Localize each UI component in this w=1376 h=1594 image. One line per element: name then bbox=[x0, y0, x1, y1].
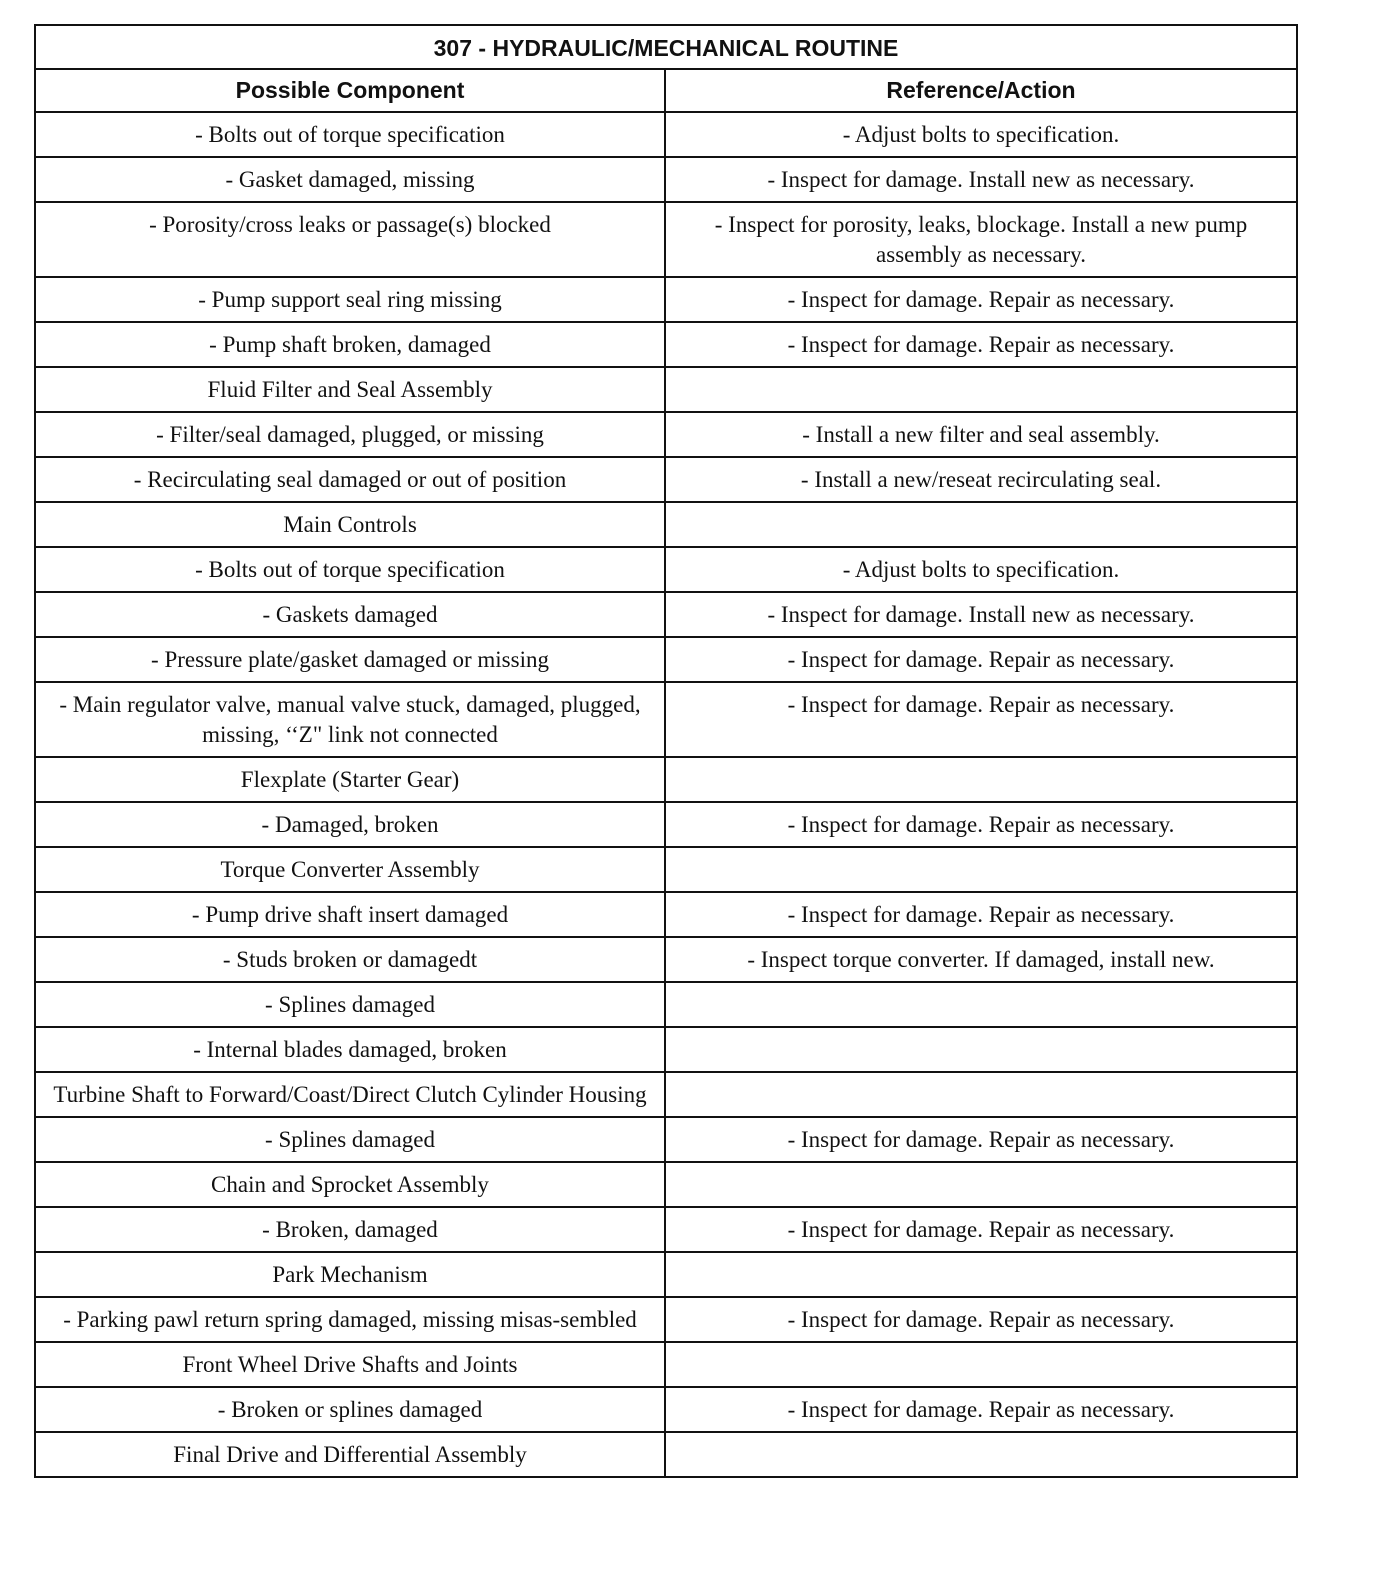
table-row bbox=[35, 982, 1297, 1027]
table-row bbox=[35, 1207, 1297, 1252]
action-cell bbox=[665, 367, 1297, 412]
component-cell: - Filter/seal damaged, plugged, or missing bbox=[35, 412, 665, 457]
action-cell: - Install a new filter and seal assembly. bbox=[665, 412, 1297, 457]
action-cell: - Adjust bolts to specification. bbox=[665, 547, 1297, 592]
table-row bbox=[35, 202, 1297, 277]
action-cell bbox=[665, 1072, 1297, 1117]
component-cell: - Broken, damaged bbox=[35, 1207, 665, 1252]
table-row bbox=[35, 1297, 1297, 1342]
table-row bbox=[35, 1342, 1297, 1387]
action-cell: - Inspect for damage. Repair as necessary. bbox=[665, 637, 1297, 682]
action-cell: - Inspect for damage. Repair as necessary. bbox=[665, 277, 1297, 322]
header-row bbox=[35, 69, 1297, 112]
table-row bbox=[35, 847, 1297, 892]
component-cell: Final Drive and Differential Assembly bbox=[35, 1432, 665, 1477]
table-row bbox=[35, 412, 1297, 457]
action-cell: - Inspect for damage. Repair as necessary. bbox=[665, 1207, 1297, 1252]
component-cell: Torque Converter Assembly bbox=[35, 847, 665, 892]
component-cell: - Porosity/cross leaks or passage(s) blocked bbox=[35, 202, 665, 277]
component-cell: - Damaged, broken bbox=[35, 802, 665, 847]
table-row bbox=[35, 457, 1297, 502]
component-cell: - Recirculating seal damaged or out of position bbox=[35, 457, 665, 502]
component-cell: Turbine Shaft to Forward/Coast/Direct Clutch Cylinder Housing bbox=[35, 1072, 665, 1117]
table-row bbox=[35, 157, 1297, 202]
component-cell: - Bolts out of torque specification bbox=[35, 547, 665, 592]
action-cell bbox=[665, 1432, 1297, 1477]
table-row bbox=[35, 1072, 1297, 1117]
action-cell: - Inspect for damage. Repair as necessary. bbox=[665, 682, 1297, 757]
table-row bbox=[35, 112, 1297, 157]
table-row bbox=[35, 1432, 1297, 1477]
table-row bbox=[35, 277, 1297, 322]
action-cell: - Inspect for damage. Repair as necessary. bbox=[665, 1387, 1297, 1432]
component-cell: Fluid Filter and Seal Assembly bbox=[35, 367, 665, 412]
component-cell: - Main regulator valve, manual valve stuck, damaged, plugged, missing, ‘‘Z" link not connected bbox=[35, 682, 665, 757]
action-cell: - Inspect for damage. Repair as necessary. bbox=[665, 1297, 1297, 1342]
action-cell bbox=[665, 1342, 1297, 1387]
action-cell bbox=[665, 1252, 1297, 1297]
action-cell: - Inspect for damage. Install new as necessary. bbox=[665, 157, 1297, 202]
table-row bbox=[35, 592, 1297, 637]
table-title: 307 - HYDRAULIC/MECHANICAL ROUTINE bbox=[35, 25, 1297, 69]
component-cell: - Pump support seal ring missing bbox=[35, 277, 665, 322]
table-row bbox=[35, 502, 1297, 547]
table-row bbox=[35, 1162, 1297, 1207]
component-cell: - Splines damaged bbox=[35, 982, 665, 1027]
table-row bbox=[35, 322, 1297, 367]
table-row bbox=[35, 547, 1297, 592]
action-cell bbox=[665, 757, 1297, 802]
title-row bbox=[35, 25, 1297, 69]
table-row bbox=[35, 757, 1297, 802]
action-cell bbox=[665, 982, 1297, 1027]
action-cell: - Inspect for damage. Install new as necessary. bbox=[665, 592, 1297, 637]
routine-table bbox=[34, 24, 1298, 1478]
component-cell: - Pump drive shaft insert damaged bbox=[35, 892, 665, 937]
component-cell: - Bolts out of torque specification bbox=[35, 112, 665, 157]
action-cell: - Inspect for damage. Repair as necessary. bbox=[665, 802, 1297, 847]
action-cell bbox=[665, 847, 1297, 892]
table-row bbox=[35, 1387, 1297, 1432]
action-cell: - Inspect torque converter. If damaged, install new. bbox=[665, 937, 1297, 982]
action-cell: - Inspect for damage. Repair as necessary. bbox=[665, 1117, 1297, 1162]
table-row bbox=[35, 937, 1297, 982]
action-cell bbox=[665, 502, 1297, 547]
table-row bbox=[35, 1117, 1297, 1162]
component-cell: - Internal blades damaged, broken bbox=[35, 1027, 665, 1072]
component-cell: Front Wheel Drive Shafts and Joints bbox=[35, 1342, 665, 1387]
component-cell: Park Mechanism bbox=[35, 1252, 665, 1297]
action-cell bbox=[665, 1027, 1297, 1072]
table-row bbox=[35, 637, 1297, 682]
component-cell: - Splines damaged bbox=[35, 1117, 665, 1162]
component-cell: - Studs broken or damagedt bbox=[35, 937, 665, 982]
component-cell: - Broken or splines damaged bbox=[35, 1387, 665, 1432]
table-row bbox=[35, 1027, 1297, 1072]
table-row bbox=[35, 1252, 1297, 1297]
component-cell: Chain and Sprocket Assembly bbox=[35, 1162, 665, 1207]
component-cell: - Gaskets damaged bbox=[35, 592, 665, 637]
action-cell: - Install a new/reseat recirculating seal. bbox=[665, 457, 1297, 502]
column-header-component: Possible Component bbox=[35, 69, 665, 112]
component-cell: Main Controls bbox=[35, 502, 665, 547]
table-row bbox=[35, 682, 1297, 757]
action-cell bbox=[665, 1162, 1297, 1207]
action-cell: - Inspect for damage. Repair as necessary. bbox=[665, 892, 1297, 937]
table-body bbox=[35, 112, 1297, 1477]
table-row bbox=[35, 802, 1297, 847]
component-cell: - Pump shaft broken, damaged bbox=[35, 322, 665, 367]
component-cell: - Gasket damaged, missing bbox=[35, 157, 665, 202]
component-cell: - Parking pawl return spring damaged, missing misas-sembled bbox=[35, 1297, 665, 1342]
table-row bbox=[35, 892, 1297, 937]
table-row bbox=[35, 367, 1297, 412]
component-cell: Flexplate (Starter Gear) bbox=[35, 757, 665, 802]
action-cell: - Inspect for porosity, leaks, blockage. Install a new pump assembly as necessary. bbox=[665, 202, 1297, 277]
action-cell: - Adjust bolts to specification. bbox=[665, 112, 1297, 157]
component-cell: - Pressure plate/gasket damaged or missing bbox=[35, 637, 665, 682]
column-header-action: Reference/Action bbox=[665, 69, 1297, 112]
action-cell: - Inspect for damage. Repair as necessary. bbox=[665, 322, 1297, 367]
